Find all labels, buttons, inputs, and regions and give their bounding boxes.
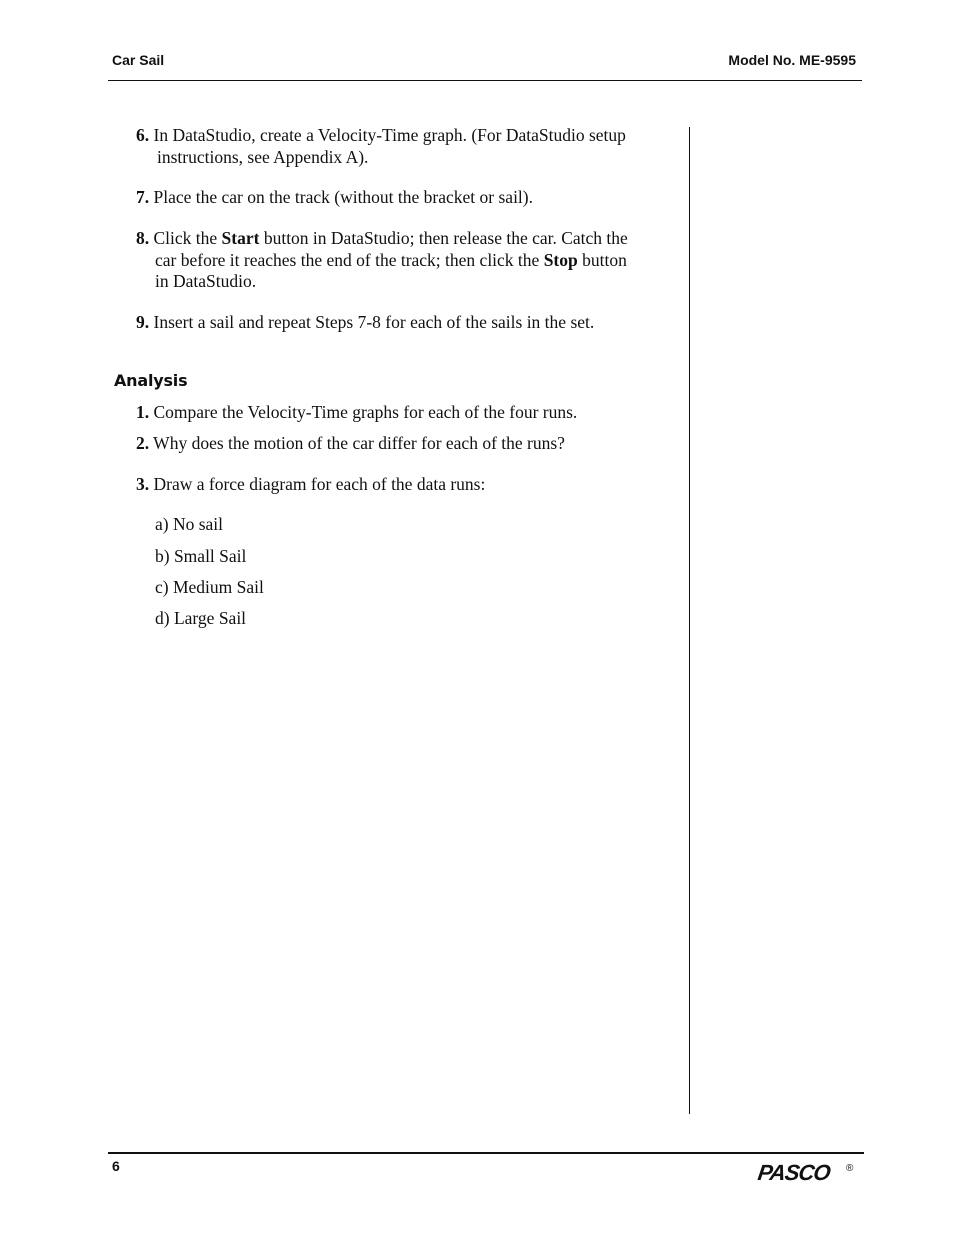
start-button-label: Start — [221, 228, 260, 248]
document-title: Car Sail — [112, 52, 165, 68]
step-text-continued: in DataStudio. — [155, 271, 257, 291]
item-number: 1. — [136, 402, 150, 422]
step-text-continued: instructions, see Appendix A). — [157, 146, 369, 167]
step-number: 9. — [136, 312, 150, 332]
step-number: 6. — [136, 125, 150, 145]
step-text: In DataStudio, create a Velocity-Time graph. (For DataStudio setup — [149, 125, 626, 145]
subitem-small-sail: b) Small Sail — [155, 546, 247, 566]
item-text: Draw a force diagram for each of the data runs: — [149, 474, 486, 494]
step-number: 7. — [136, 187, 150, 207]
analysis-item-2 — [136, 433, 676, 455]
step-text: Click the — [149, 228, 222, 248]
analysis-heading: Analysis — [114, 371, 188, 390]
model-number: Model No. ME-9595 — [728, 52, 856, 68]
item-number: 3. — [136, 474, 150, 494]
step-text: button — [577, 249, 627, 270]
step-text: Insert a sail and repeat Steps 7-8 for each of the sails in the set. — [149, 312, 595, 332]
step-6 — [136, 125, 676, 168]
item-number: 2. — [136, 433, 150, 453]
analysis-item-3 — [136, 474, 676, 496]
step-text: car before it reaches the end of the track; then click the — [155, 249, 544, 270]
item-text: Why does the motion of the car differ for each of the runs? — [149, 433, 565, 453]
registered-mark: ® — [846, 1163, 854, 1174]
page-number: 6 — [112, 1158, 120, 1174]
step-8 — [136, 228, 676, 293]
footer-divider — [108, 1152, 864, 1154]
item-text: Compare the Velocity-Time graphs for each of the four runs. — [149, 402, 578, 422]
header-divider — [108, 80, 862, 81]
subitem-large-sail: d) Large Sail — [155, 608, 247, 628]
pasco-logo: PASCO — [756, 1160, 832, 1185]
step-text: button in DataStudio; then release the car. Catch the — [259, 228, 628, 248]
analysis-item-1 — [136, 402, 676, 424]
step-7 — [136, 187, 676, 209]
step-9 — [136, 312, 676, 334]
step-text: Place the car on the track (without the bracket or sail). — [149, 187, 533, 207]
column-divider — [689, 127, 690, 1114]
subitem-medium-sail: c) Medium Sail — [155, 577, 264, 597]
stop-button-label: Stop — [543, 249, 578, 270]
subitem-no-sail: a) No sail — [155, 514, 224, 534]
step-number: 8. — [136, 228, 150, 248]
